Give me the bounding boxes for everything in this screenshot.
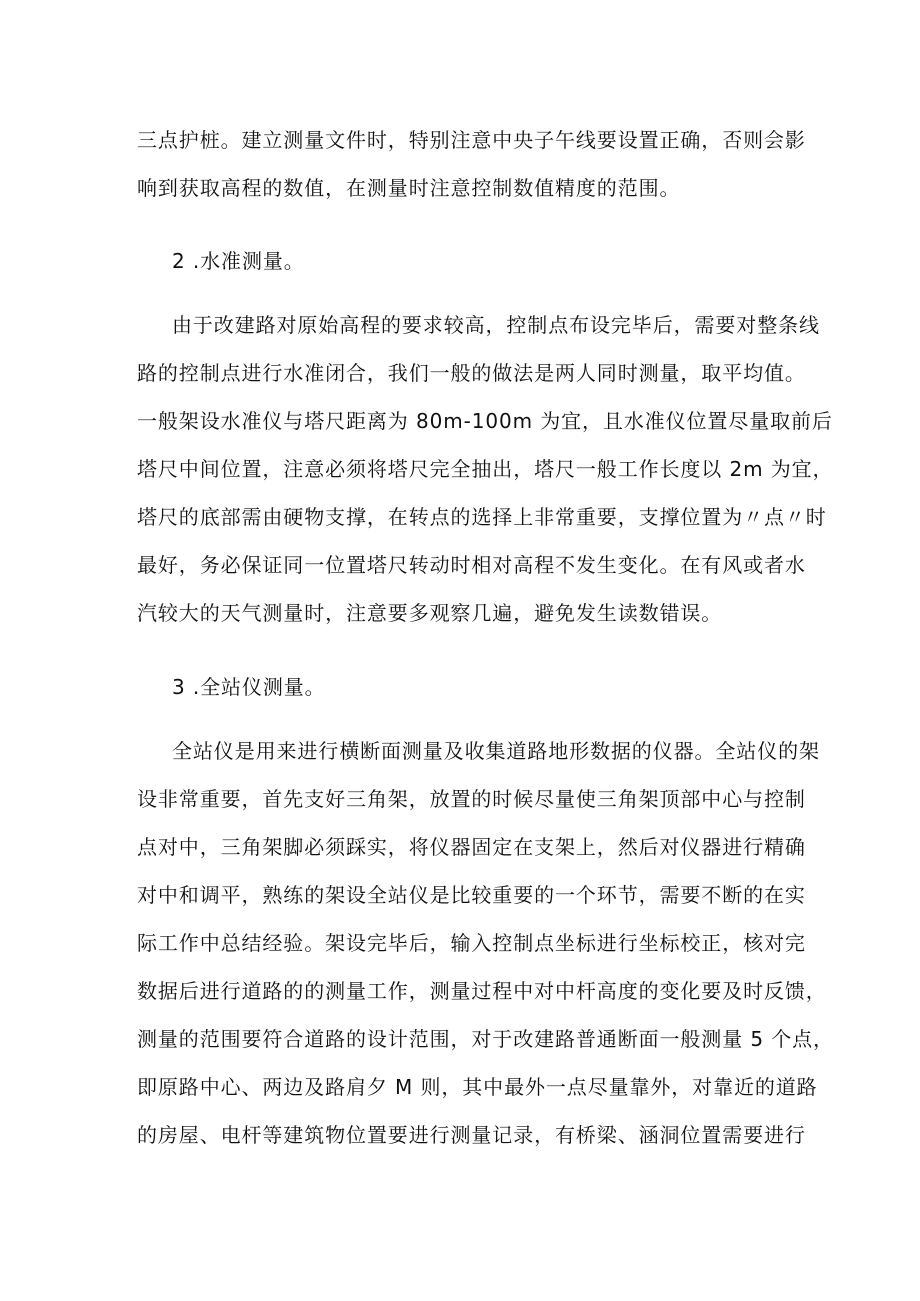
paragraph-3-line-4: 对中和调平，熟练的架设全站仪是比较重要的一个环节，需要不断的在实 [137,883,806,907]
paragraph-2-line-1: 由于改建路对原始高程的要求较高，控制点布设完毕后，需要对整条线 [172,313,820,337]
paragraph-2-line-3: 一般架设水准仪与塔尺距离为 80m-100m 为宜，且水准仪位置尽量取前后 [137,409,833,433]
paragraph-3-line-7: 测量的范围要符合道路的设计范围，对于改建路普通断面一般测量 5 个点， [137,1027,834,1051]
paragraph-3-line-2: 设非常重要，首先支好三角架，放置的时候尽量使三角架顶部中心与控制 [137,787,806,811]
section-heading-3: 3 .全站仪测量。 [172,675,326,699]
paragraph-3-line-9: 的房屋、电杆等建筑物位置要进行测量记录，有桥梁、涵洞位置需要进行 [137,1123,806,1147]
paragraph-2-line-6: 最好，务必保证同一位置塔尺转动时相对高程不发生变化。在有风或者水 [137,553,806,577]
section-heading-2: 2 .水准测量。 [172,249,305,273]
paragraph-1-line-1: 三点护桩。建立测量文件时，特别注意中央子午线要设置正确，否则会影 [137,128,806,152]
paragraph-3-line-1: 全站仪是用来进行横断面测量及收集道路地形数据的仪器。全站仪的架 [172,739,820,763]
paragraph-3-line-3: 点对中，三角架脚必须踩实，将仪器固定在支架上，然后对仪器进行精确 [137,835,806,859]
paragraph-3-line-5: 际工作中总结经验。架设完毕后，输入控制点坐标进行坐标校正，核对完 [137,931,806,955]
paragraph-1-line-2: 响到获取高程的数值，在测量时注意控制数值精度的范围。 [137,176,681,200]
paragraph-3-line-8: 即原路中心、两边及路肩夕 M 则，其中最外一点尽量靠外，对靠近的道路 [137,1075,818,1099]
paragraph-2-line-7: 汽较大的天气测量时，注意要多观察几遍，避免发生读数错误。 [137,601,723,625]
paragraph-3-line-6: 数据后进行道路的的测量工作，测量过程中对中杆高度的变化要及时反馈， [137,979,827,1003]
paragraph-2-line-2: 路的控制点进行水准闭合，我们一般的做法是两人同时测量，取平均值。 [137,361,806,385]
paragraph-2-line-5: 塔尺的底部需由硬物支撑，在转点的选择上非常重要，支撑位置为〃点〃时 [137,505,827,529]
paragraph-2-line-4: 塔尺中间位置，注意必须将塔尺完全抽出，塔尺一般工作长度以 2m 为宜， [137,457,834,481]
